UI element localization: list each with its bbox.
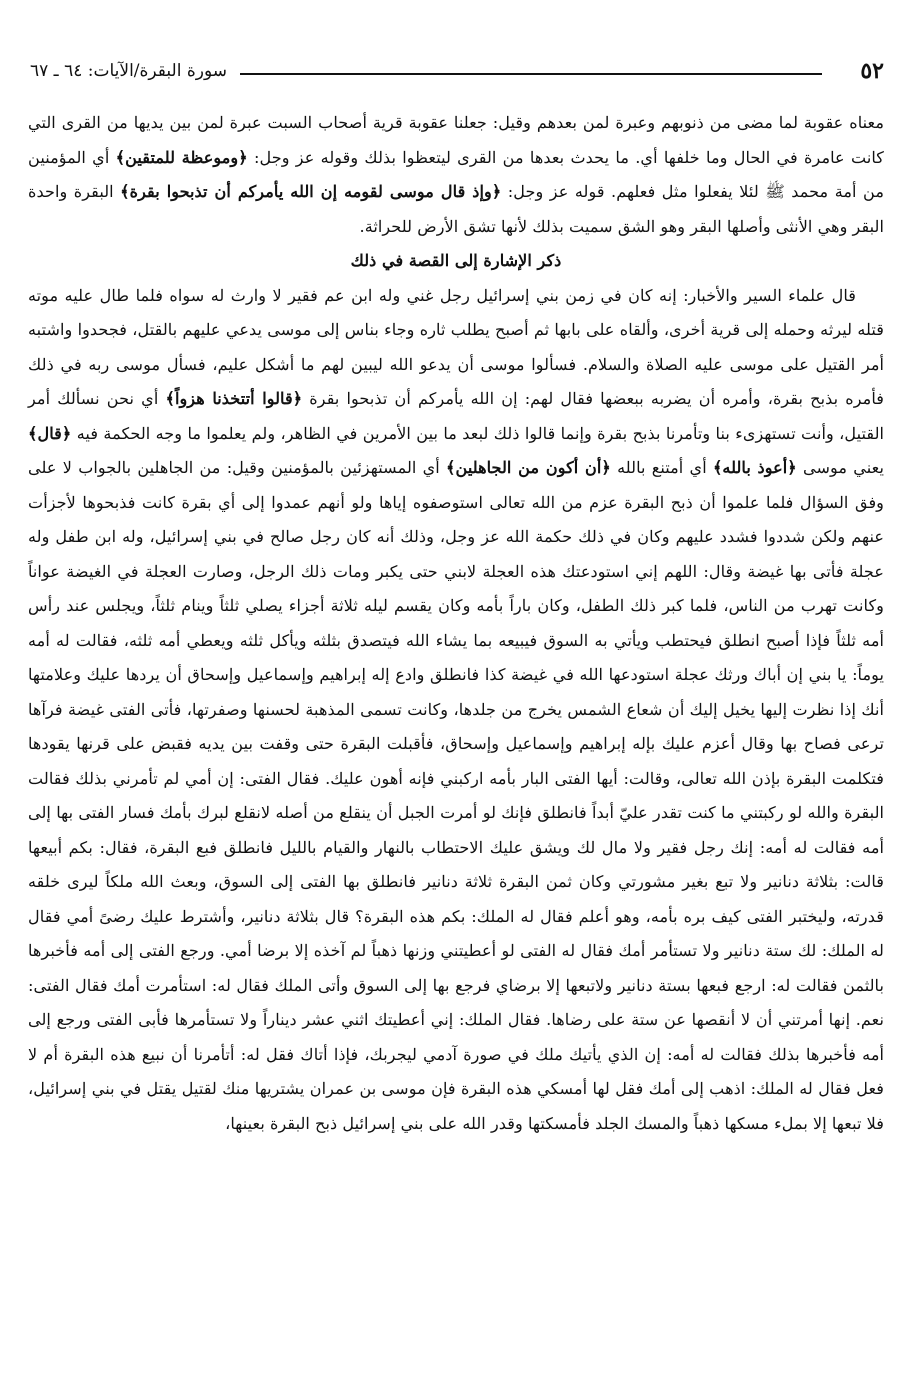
- text-span: أي المستهزئين بالمؤمنين وقيل: من الجاهلين بالجواب لا على وفق السؤال فلما علموا أن ذبح البقرة عزم من الله تعالى استوصفوه إياها ولو أنهم عمدوا إلى أي بقرة كانت فذبحوها لأجزأت عنهم ولكن شددوا فشدد عليهم وكان في ذلك حكمة الله عز وجل، وذلك أنه كان رجل صالح في بني إسرائيل، وله ابن طفل وله عجلة فأتى بها غيضة وقال: اللهم إني استودعتك هذه العجلة لابني حتى يكبر ومات ذلك الرجل، وصارت العجلة في الغيضة عواناً وكانت تهرب من الناس، فلما كبر ذلك الطفل، وكان باراً بأمه وكان يقسم ليله ثلاثة أجزاء يصلي ثلثاً وينام ثلثاً، ويجلس عند رأس أمه ثلثاً فإذا أصبح انطلق فيحتطب ويأتي به السوق فيبيعه بما يشاء الله فيتصدق بثلثه ويأكل ثلثه ويعطي أمه ثلثه، فقالت له أمه يوماً: يا بني إن أباك ورثك عجلة استودعها الله في غيضة كذا فانطلق وادع إله إبراهيم وإسماعيل وإسحاق أن يردها عليك وعلامتها أنك إذا نظرت إليها يخيل إليك أن شعاع الشمس يخرج من جلدها، وكانت تسمى المذهبة لحسنها وصفرتها، فأتى الفتى غيضة فرآها ترعى فصاح بها وقال أعزم عليك بإله إبراهيم وإسماعيل وإسحاق، فأقبلت البقرة حتى وقفت بين يديه فقبض على قرنها يقودها فتكلمت البقرة بإذن الله تعالى، وقالت: أيها الفتى البار بأمه اركبني فإنه أهون عليك. فقال الفتى: إن أمي لم تأمرني بذلك فقالت البقرة والله لو ركبتني ما كنت تقدر عليّ أبداً فانطلق فإنك لو أمرت الجبل أن ينقلع من أصله لانقلع لبرك بأمك فسار الفتى بها إلى أمه فقالت له أمه: إنك رجل فقير ولا مال لك ويشق عليك الاحتطاب بالنهار والقيام بالليل فانطلق فبع البقرة، فقال: بكم أبيعها قالت: بثلاثة دنانير ولا تبع بغير مشورتي وكان ثمن البقرة ثلاثة دنانير فانطلق بها الفتى إلى السوق، وبعث الله ملكاً ليرى خلقه قدرته، وليختبر الفتى كيف بره بأمه، وهو أعلم فقال له الملك: بكم هذه البقرة؟ قال بثلاثة دنانير، وأشترط عليك رضىً أمي فقال له الملك: لك ستة دنانير ولا تستأمر أمك فقال له الفتى لو أعطيتني وزنها ذهباً لم آخذه إلا برضا أمي. ورجع الفتى إلى أمه فأخبرها بالثمن فقالت له: ارجع فبعها بستة دنانير ولاتبعها إلا برضاي فرجع بها إلى السوق وأتى الملك فقال له: استأمرت أمك فقال الفتى: نعم. إنها أمرتني أن لا أنقصها عن ستة على رضاها. فقال الملك: إني أعطيتك اثني عشر ديناراً ولا تستأمرها فأبى الفتى ورجع إلى أمه فأخبرها بذلك فقالت له أمه: إن الذي يأتيك ملك في صورة آدمي ليجربك، فإذا أتاك فقل له: أتأمرنا أن نبيع هذه البقرة أم لا فعل فقال له الملك: اذهب إلى أمك فقل لها أمسكي هذه البقرة فإن موسى بن عمران يشتريها منك لقتيل يقتل في بني إسرائيل، فلا تبعها إلا بملء مسكها ذهباً والمسك الجلد فأمسكتها وقدر الله على بني إسرائيل ذبح البقرة بعينها،: [28, 458, 884, 1133]
- quran-quote: ﴿قال﴾: [28, 423, 72, 443]
- quran-quote: ﴿وإذ قال موسى لقومه إن الله يأمركم أن تذبحوا بقرة﴾: [120, 182, 502, 201]
- text-span: يعني موسى: [796, 458, 884, 477]
- text-span: أي أمتنع بالله: [610, 458, 713, 477]
- page-number: ٥٢: [860, 58, 884, 84]
- section-heading: ذكر الإشارة إلى القصة في ذلك: [350, 251, 562, 270]
- paragraph-intro: [28, 106, 884, 244]
- running-title: سورة البقرة/الآيات: ٦٤ ـ ٦٧: [30, 61, 227, 81]
- text-span: البقرة واحدة البقر وهي الأنثى وأصلها البقر وهو الشق سميت بذلك لأنها تشق الأرض للحراثة.: [28, 182, 884, 236]
- paragraph-story: [28, 279, 884, 1142]
- quran-quote: ﴿قالوا أتتخذنا هزواً﴾: [165, 389, 303, 408]
- header-rule: [240, 73, 822, 75]
- text-span: قال علماء السير والأخبار: إنه كان في زمن بني إسرائيل رجل غني وله ابن عم فقير لا وارث له سواه فلما طال عليه موته قتله ليرثه وحمله إلى قرية أخرى، وألقاه على بابها ثم أصبح يطلب ثاره وجاء بناس إلى موسى يدعي عليهم بالقتل، فجحدوا واشتبه أمر القتيل على موسى عليه الصلاة والسلام. فسألوا موسى أن يدعو الله ليبين لهم ما أشكل عليم، فسأل موسى ربه في ذلك فأمره بذبح بقرة، وأمره أن يضربه ببعضها فقال لهم: إن الله يأمركم أن تذبحوا بقرة: [28, 285, 884, 408]
- page-body: [28, 106, 884, 1141]
- text-span: معناه عقوبة لما مضى من ذنوبهم وعبرة لمن بعدهم وقيل: جعلنا عقوبة قرية أصحاب السبت عبرة لمن بين يديها من القرى التي كانت عامرة في الحال وما خلفها أي. ما يحدث بعدها من القرى ليتعظوا بذلك وقوله عز وجل:: [28, 113, 884, 167]
- quran-quote: ﴿أعوذ بالله﴾: [712, 458, 797, 477]
- quran-quote: ﴿وموعظة للمتقين﴾: [115, 147, 248, 167]
- page-header: [30, 56, 884, 90]
- quran-quote: ﴿أن أكون من الجاهلين﴾: [446, 458, 611, 477]
- text-span: أي المؤمنين من أمة محمد ﷺ لئلا يفعلوا مثل فعلهم. قوله عز وجل:: [28, 147, 884, 201]
- text-span: أي نحن نسألك أمر القتيل، وأنت تستهزىء بنا وتأمرنا بذبح بقرة وإنما قالوا ذلك لبعد ما بين الأمرين في الظاهر، ولم يعلموا ما وجه الحكمة فيه: [28, 389, 884, 443]
